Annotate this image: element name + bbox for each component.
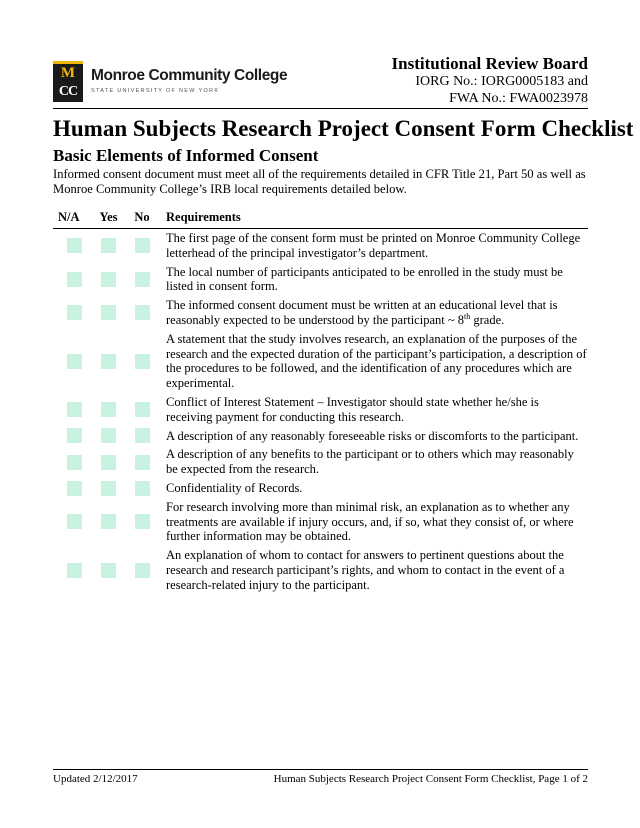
yes-checkbox[interactable] [101,428,116,443]
na-checkbox[interactable] [67,238,82,253]
na-checkbox[interactable] [67,402,82,417]
na-checkbox[interactable] [67,428,82,443]
no-checkbox[interactable] [135,238,150,253]
yes-checkbox[interactable] [101,563,116,578]
requirement-text: A description of any benefits to the participant or to others which may reasonably be expected from the research. [166,447,574,477]
table-row [53,427,588,446]
yes-checkbox[interactable] [101,481,116,496]
header-no: No [134,209,150,224]
na-checkbox[interactable] [67,481,82,496]
no-checkbox[interactable] [135,354,150,369]
table-row [53,479,588,498]
fwa-number: FWA No.: FWA0023978 [449,91,588,106]
header-na: N/A [58,209,80,224]
no-checkbox[interactable] [135,428,150,443]
table-row [53,546,588,594]
page-title: Human Subjects Research Project Consent Form Checklist [53,116,634,141]
section-heading: Basic Elements of Informed Consent [53,146,319,165]
mcc-logo-mark [53,61,83,102]
iorg-number: IORG No.: IORG0005183 and [415,74,588,89]
no-checkbox[interactable] [135,455,150,470]
na-checkbox[interactable] [67,305,82,320]
na-checkbox[interactable] [67,455,82,470]
requirement-text: A statement that the study involves research, an explanation of the purposes of the research and the expected duration of the participant’s participation, a description of the procedures to be followed, and the identification of any procedures which are experimental. [166,331,587,391]
no-checkbox[interactable] [135,514,150,529]
requirements-table [53,208,588,595]
header-yes: Yes [99,209,118,224]
footer-page-info: Human Subjects Research Project Consent Form Checklist, Page 1 of 2 [273,773,588,785]
table-row [53,296,588,330]
no-checkbox[interactable] [135,402,150,417]
irb-block [392,54,588,107]
footer-updated-date: Updated 2/12/2017 [53,773,138,785]
no-checkbox[interactable] [135,481,150,496]
no-checkbox[interactable] [135,563,150,578]
requirement-text: Confidentiality of Records. [166,480,303,495]
yes-checkbox[interactable] [101,305,116,320]
requirement-text: An explanation of whom to contact for answers to pertinent questions about the research and research participant’s rights, and whom to contact in the event of a research-related injury to the participant. [166,548,565,592]
table-header [53,208,588,229]
requirement-text: The informed consent document must be written at an educational level that is reasonably expected to be understood by the participant ~ 8th grade. [166,298,558,327]
intro-paragraph: Informed consent document must meet all of the requirements detailed in CFR Title 21, Part 50 as well as Monroe Community College’s IRB local requirements detailed below. [53,167,586,196]
no-checkbox[interactable] [135,272,150,287]
table-row [53,330,588,393]
yes-checkbox[interactable] [101,354,116,369]
footer-divider [53,769,588,770]
yes-checkbox[interactable] [101,514,116,529]
table-row [53,393,588,427]
logo-mark-bottom: CC [58,83,78,99]
yes-checkbox[interactable] [101,238,116,253]
irb-title: Institutional Review Board [391,54,588,73]
na-checkbox[interactable] [67,354,82,369]
college-logo [53,60,287,102]
header-divider [53,108,588,109]
requirement-text: The local number of participants anticipated to be enrolled in the study must be listed in consent form. [166,264,563,294]
na-checkbox[interactable] [67,272,82,287]
na-checkbox[interactable] [67,514,82,529]
requirement-text: For research involving more than minimal risk, an explanation as to whether any treatments are available if injury occurs, and, if so, what they consist of, or where further information may be obtained. [166,499,574,544]
no-checkbox[interactable] [135,305,150,320]
na-checkbox[interactable] [67,563,82,578]
header-requirements: Requirements [166,209,241,224]
table-row [53,229,588,263]
requirement-text: A description of any reasonably foreseeable risks or discomforts to the participant. [166,428,579,443]
requirement-text: Conflict of Interest Statement – Investigator should state whether he/she is receiving payment for conducting this research. [166,394,539,424]
table-row [53,263,588,297]
yes-checkbox[interactable] [101,272,116,287]
requirement-text: The first page of the consent form must be printed on Monroe Community College letterhead of the principal investigator’s department. [166,231,581,260]
table-row [53,445,588,479]
logo-mark-top: M [60,64,76,81]
yes-checkbox[interactable] [101,402,116,417]
college-name: Monroe Community College [91,67,288,84]
yes-checkbox[interactable] [101,455,116,470]
college-subtitle: STATE UNIVERSITY OF NEW YORK [91,88,220,94]
table-row [53,498,588,546]
